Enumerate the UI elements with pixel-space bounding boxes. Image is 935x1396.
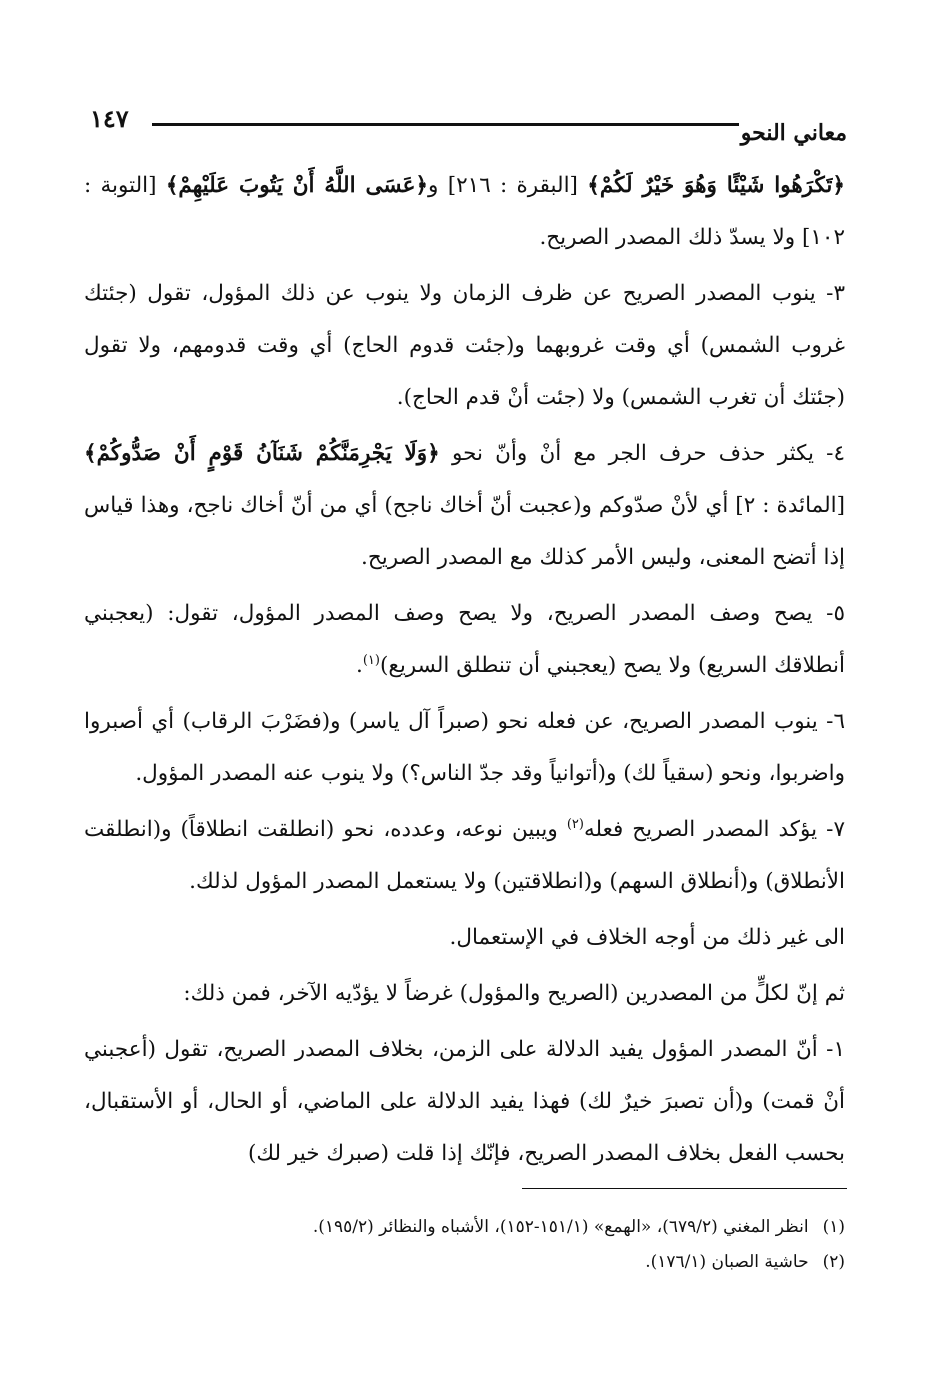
paragraph-text: ٧- يؤكد المصدر الصريح فعله xyxy=(583,817,846,842)
quran-verse: ﴿وَلَا يَجْرِمَنَّكُمْ شَنَآنُ قَوْمٍ أَنْ صَدُّوكُمْ﴾ xyxy=(84,441,440,466)
paragraph-intro: ثم إنّ لكلٍّ من المصدرين (الصريح والمؤول) غرضاً لا يؤدّيه الآخر، فمن ذلك: xyxy=(183,981,845,1006)
footnote-divider xyxy=(522,1188,847,1189)
paragraph-text: [المائدة : ٢] أي لأنْ صدّوكم و(عجبت أنّ أخاك ناجح) أي من أنّ أخاك ناجح، وهذا قياس إذا أتضح المعنى، وليس الأمر كذلك مع المصدر الصريح. xyxy=(84,493,845,570)
paragraph-text: ويبين نوعه، وعدده، نحو (انطلقت انطلاقاً) و(انطلقت الأنطلاق) و(أنطلاق السهم) و(انطلاقتين) ولا يستعمل المصدر المؤول لذلك. xyxy=(84,817,845,894)
paragraph-text: ٥- يصح وصف المصدر الصريح، ولا يصح وصف المصدر المؤول، تقول: (يعجبني أنطلاقك السريع) ولا يصح (يعجبني أن تنطلق السريع) xyxy=(84,601,845,678)
footnote-text: حاشية الصبان (١٧٦/١). xyxy=(645,1252,809,1272)
footnote-marker[interactable]: (٢) xyxy=(566,816,584,832)
paragraph-text: ولا يسدّ ذلك المصدر الصريح. xyxy=(539,225,802,250)
footnote-text: انظر المغني (٦٧٩/٢)، «الهمع» (١٥١/١-١٥٢)، الأشباه والنظائر (١٩٥/٢). xyxy=(312,1217,809,1237)
footnote xyxy=(84,1210,845,1245)
paragraph-continuation xyxy=(84,160,845,264)
quran-verse: ﴿تَكْرَهُوا شَيْئًا وَهُوَ خَيْرٌ لَكُمْ﴾ xyxy=(587,173,845,198)
running-title: معاني النحو xyxy=(740,120,847,146)
footnote-marker[interactable]: (١) xyxy=(362,652,380,668)
footnote xyxy=(84,1245,845,1280)
paragraph-point-1: ١- أنّ المصدر المؤول يفيد الدلالة على الزمن، بخلاف المصدر الصريح، تقول (أعجبني أنْ قمت) و(أن تصبرَ خيرٌ لك) فهذا يفيد الدلالة على الماضي، أو الحال، أو الأستقبال، بحسب الفعل بخلاف المصدر الصريح، فإنّك إذا قلت (صبرك خير لك) xyxy=(84,1037,845,1166)
footnotes xyxy=(84,1210,845,1280)
paragraph-point-6: ٦- ينوب المصدر الصريح، عن فعله نحو (صبراً آل ياسر) و(فضَرْبَ الرقاب) أي أصبروا واضربوا، ونحو (سقياً لك) و(أتوانياً وقد جدّ الناس؟) ولا ينوب عنه المصدر المؤول. xyxy=(84,709,845,786)
page-header xyxy=(90,104,847,156)
header-rule xyxy=(152,123,739,126)
paragraph-point-4 xyxy=(84,428,845,584)
paragraph-text: ٤- يكثر حذف حرف الجر مع أنْ وأنّ نحو xyxy=(439,441,845,466)
quran-verse: ﴿عَسَى اللَّهُ أَنْ يَتُوبَ عَلَيْهِمْ﴾ xyxy=(165,173,429,198)
paragraph-point-7 xyxy=(84,804,845,908)
main-text xyxy=(84,160,845,1180)
verse-reference: [التوبة : ١٠٢] xyxy=(84,173,845,250)
paragraph-point-5 xyxy=(84,588,845,692)
footnote-number: (٢) xyxy=(822,1252,845,1272)
verse-reference: [البقرة : ٢١٦] و xyxy=(428,173,588,198)
page-number: ١٤٧ xyxy=(90,104,129,133)
paragraph-summary: الى غير ذلك من أوجه الخلاف في الإستعمال. xyxy=(449,925,845,950)
footnote-number: (١) xyxy=(822,1217,845,1237)
paragraph-point-3: ٣- ينوب المصدر الصريح عن ظرف الزمان ولا ينوب عن ذلك المؤول، تقول (جئتك غروب الشمس) أي وقت غروبهما و(جئت قدوم الحاج) أي وقت قدومهم، ولا تقول (جئتك أن تغرب الشمس) ولا (جئت أنْ قدم الحاج). xyxy=(84,281,845,410)
paragraph-text: . xyxy=(356,653,363,678)
